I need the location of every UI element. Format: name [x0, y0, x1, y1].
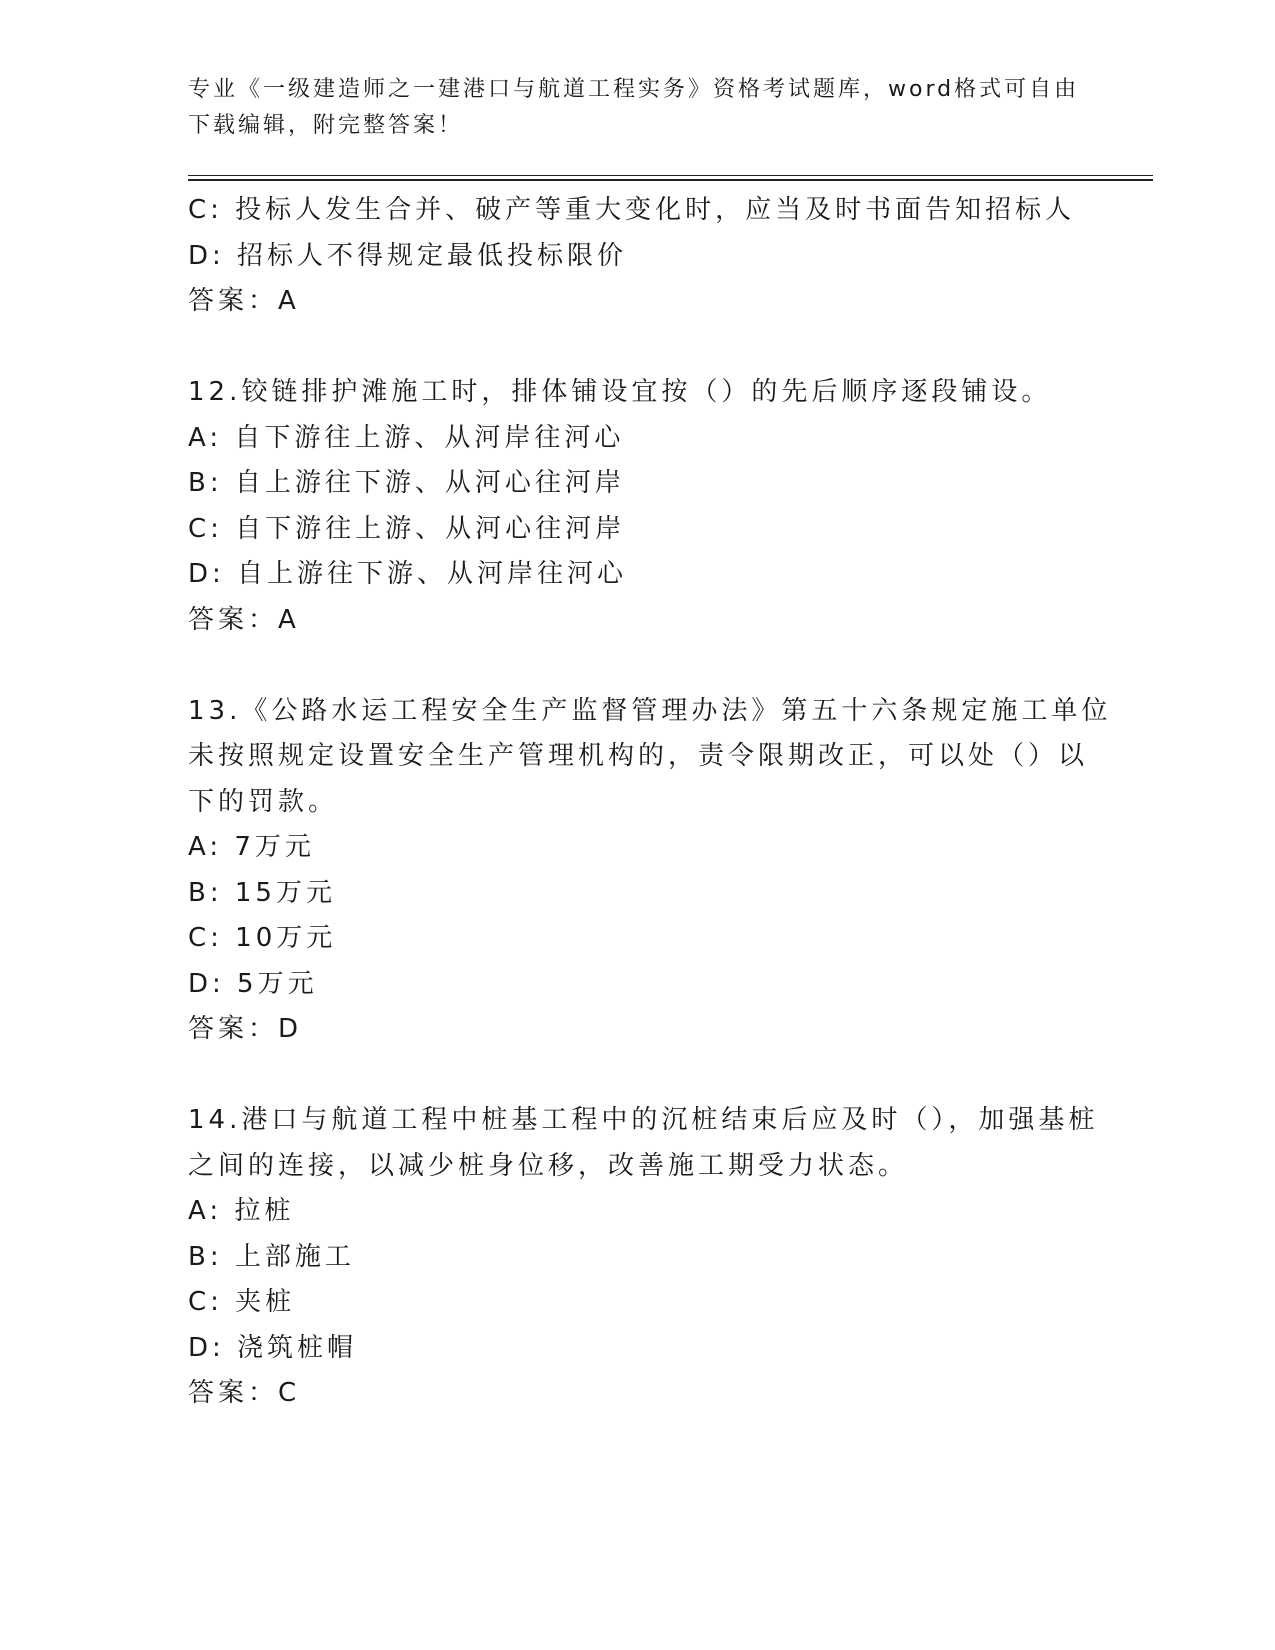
question-stem-line: 未按照规定设置安全生产管理机构的，责令限期改正，可以处（）以	[188, 741, 1089, 771]
header-divider-thick	[188, 179, 1153, 181]
answer-line: 答案：A	[188, 604, 300, 635]
header-divider-thin	[188, 175, 1153, 176]
question-stem-line: 之间的连接，以减少桩身位移，改善施工期受力状态。	[188, 1150, 909, 1181]
option-b: B: 15万元	[188, 877, 336, 908]
option-c: C: 10万元	[188, 923, 337, 953]
question-stem-line: 13.《公路水运工程安全生产监督管理办法》第五十六条规定施工单位	[188, 695, 1112, 726]
question-stem-line: 14.港口与航道工程中桩基工程中的沉桩结束后应及时（），加强基桩	[188, 1105, 1099, 1135]
option-d: D: 5万元	[188, 968, 318, 999]
option-c: C: 自下游往上游、从河心往河岸	[188, 513, 626, 544]
option-b: B: 上部施工	[188, 1241, 355, 1272]
option-b: B: 自上游往下游、从河心往河岸	[188, 468, 625, 498]
option-a: A: 7万元	[188, 832, 315, 862]
question-stem-line: 下的罚款。	[188, 786, 339, 817]
answer-line: 答案：C	[188, 1378, 301, 1408]
option-a: A: 自下游往上游、从河岸往河心	[188, 422, 625, 453]
document-header: 专业《一级建造师之一建港口与航道工程实务》资格考试题库，word格式可自由下载编辑，附完整答案！	[188, 77, 1080, 138]
option-d: D: 招标人不得规定最低投标限价	[188, 240, 628, 271]
option-a: A: 拉桩	[188, 1196, 295, 1226]
answer-line: 答案：A	[188, 286, 300, 316]
spacer	[188, 325, 1088, 371]
option-d: D: 浇筑桩帽	[188, 1332, 358, 1363]
question-14	[188, 1098, 1099, 1417]
answer-line: 答案：D	[188, 1014, 303, 1044]
spacer	[188, 1053, 1088, 1099]
option-c: C: 投标人发生合并、破产等重大变化时，应当及时书面告知招标人	[188, 195, 1076, 225]
option-c: C: 夹桩	[188, 1287, 296, 1317]
spacer	[188, 643, 1088, 689]
question-stem: 12.铰链排护滩施工时，排体铺设宜按（）的先后顺序逐段铺设。	[188, 377, 1052, 407]
option-d: D: 自上游往下游、从河岸往河心	[188, 559, 628, 589]
question-list	[188, 188, 1112, 1417]
question-12	[188, 370, 1088, 643]
question-13	[188, 689, 1112, 1053]
prev-question-block	[188, 188, 1088, 325]
